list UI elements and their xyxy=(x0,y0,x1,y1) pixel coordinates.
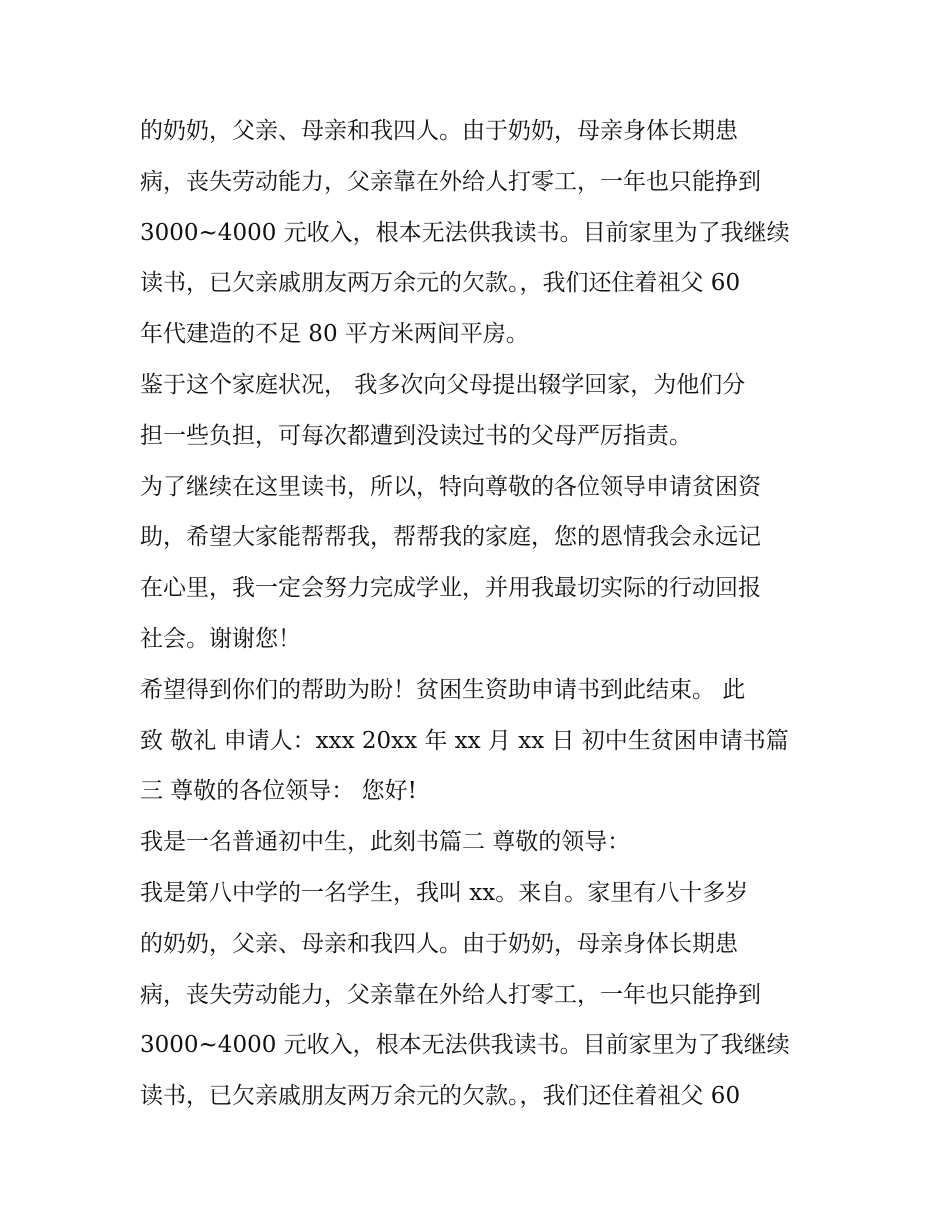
text-line: 担一些负担，可每次都遭到没读过书的父母严厉指责。 xyxy=(140,422,692,449)
text-line: 在心里，我一定会努力完成学业，并用我最切实际的行动回报 xyxy=(140,575,761,602)
text-line: 的奶奶，父亲、母亲和我四人。由于奶奶，母亲身体长期患 xyxy=(140,118,738,144)
text-line: 病，丧失劳动能力，父亲靠在外给人打零工，一年也只能挣到 xyxy=(140,981,761,1008)
text-line: 3000~4000 元收入，根本无法供我读书。目前家里为了我继续 xyxy=(140,1032,790,1059)
text-line: 助，希望大家能帮帮我，帮帮我的家庭，您的恩情我会永远记 xyxy=(140,524,761,551)
text-line: 致 敬礼 申请人：xxx 20xx 年 xx 月 xx 日 初中生贫困申请书篇 xyxy=(140,727,789,754)
text-line: 3000~4000 元收入，根本无法供我读书。目前家里为了我继续 xyxy=(140,219,790,246)
text-line: 读书，已欠亲戚朋友两万余元的欠款。，我们还住着祖父 60 xyxy=(140,270,741,297)
text-line: 希望得到你们的帮助为盼！贫困生资助申请书到此结束。 此 xyxy=(140,676,746,703)
text-line: 社会。谢谢您！ xyxy=(140,625,301,652)
text-line: 鉴于这个家庭状况， 我多次向父母提出辍学回家，为他们分 xyxy=(140,371,746,398)
text-line: 读书，已欠亲戚朋友两万余元的欠款。，我们还住着祖父 60 xyxy=(140,1083,741,1110)
text-line: 三 尊敬的各位领导： 您好! xyxy=(140,778,417,805)
document-body xyxy=(140,106,820,1122)
text-line: 的奶奶，父亲、母亲和我四人。由于奶奶，母亲身体长期患 xyxy=(140,930,738,957)
text-line: 为了继续在这里读书，所以，特向尊敬的各位领导申请贫困资 xyxy=(140,473,761,500)
text-line: 我是一名普通初中生，此刻书篇二 尊敬的领导： xyxy=(140,829,631,856)
text-line: 我是第八中学的一名学生，我叫 xx。来自。家里有八十多岁 xyxy=(140,879,749,906)
text-line: 年代建造的不足 80 平方米两间平房。 xyxy=(140,321,529,348)
text-line: 病，丧失劳动能力，父亲靠在外给人打零工，一年也只能挣到 xyxy=(140,168,761,195)
